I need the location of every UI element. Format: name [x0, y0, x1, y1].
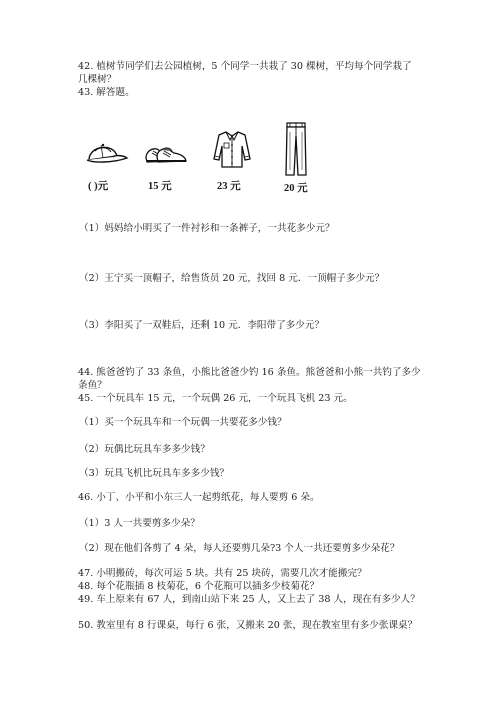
q50: 50. 教室里有 8 行课桌，每行 6 张，又搬来 20 张，现在教室里有多少张课桌？: [78, 620, 418, 631]
q46-sub2: （2）现在他们各剪了 4 朵，每人还要剪几朵?3 个人一共还要剪多少朵花？: [79, 543, 400, 554]
shoes-icon: [143, 140, 189, 170]
cap-price: ( )元: [88, 181, 109, 192]
q42-line1: 42. 植树节同学们去公园植树，5 个同学一共栽了 30 棵树，平均每个同学栽了: [78, 61, 412, 72]
q43-sub1: （1）妈妈给小明买了一件衬衫和一条裤子，一共花多少元？: [79, 223, 335, 234]
q45-sub2: （2）玩偶比玩具车多多少钱？: [79, 444, 210, 455]
shirt-icon: [209, 129, 255, 171]
q43-sub2: （2）王宁买一顶帽子，给售货员 20 元，找回 8 元．一顶帽子多少元？: [79, 273, 385, 284]
q44-line2: 条鱼？: [78, 380, 107, 391]
q44-line1: 44. 熊爸爸钓了 33 条鱼，小熊比爸爸少钓 16 条鱼。熊爸爸和小熊一共钓了多少: [78, 367, 421, 378]
q46-title: 46. 小丁、小平和小东三人一起剪纸花，每人要剪 6 朵。: [78, 492, 320, 503]
cap-icon: [83, 138, 129, 170]
pants-icon: [283, 120, 309, 178]
q48: 48. 每个花瓶插 8 枝菊花，6 个花瓶可以插多少枝菊花？: [78, 581, 320, 592]
q45-sub3: （3）玩具飞机比玩具车多多少钱？: [79, 468, 230, 479]
shirt-price: 23 元: [217, 181, 241, 192]
q45-sub1: （1）买一个玩具车和一个玩偶一共要花多少钱？: [79, 417, 287, 428]
pants-price: 20 元: [284, 183, 308, 194]
q43-sub3: （3）李阳买了一双鞋后，还剩 10 元．李阳带了多少元？: [79, 320, 325, 331]
shoes-price: 15 元: [148, 181, 172, 192]
q42-line2: 几棵树？: [78, 74, 117, 85]
q43-title: 43. 解答题。: [78, 87, 135, 98]
q45-title: 45. 一个玩具车 15 元，一个玩偶 26 元，一个玩具飞机 23 元。: [78, 393, 353, 404]
q47: 47. 小明搬砖，每次可运 5 块。共有 25 块砖，需要几次才能搬完？: [78, 568, 367, 579]
q46-sub1: （1）3 人一共要剪多少朵？: [79, 518, 200, 529]
q49: 49. 车上原来有 67 人，到南山站下来 25 人，又上去了 38 人，现在有多少人？: [78, 594, 420, 605]
